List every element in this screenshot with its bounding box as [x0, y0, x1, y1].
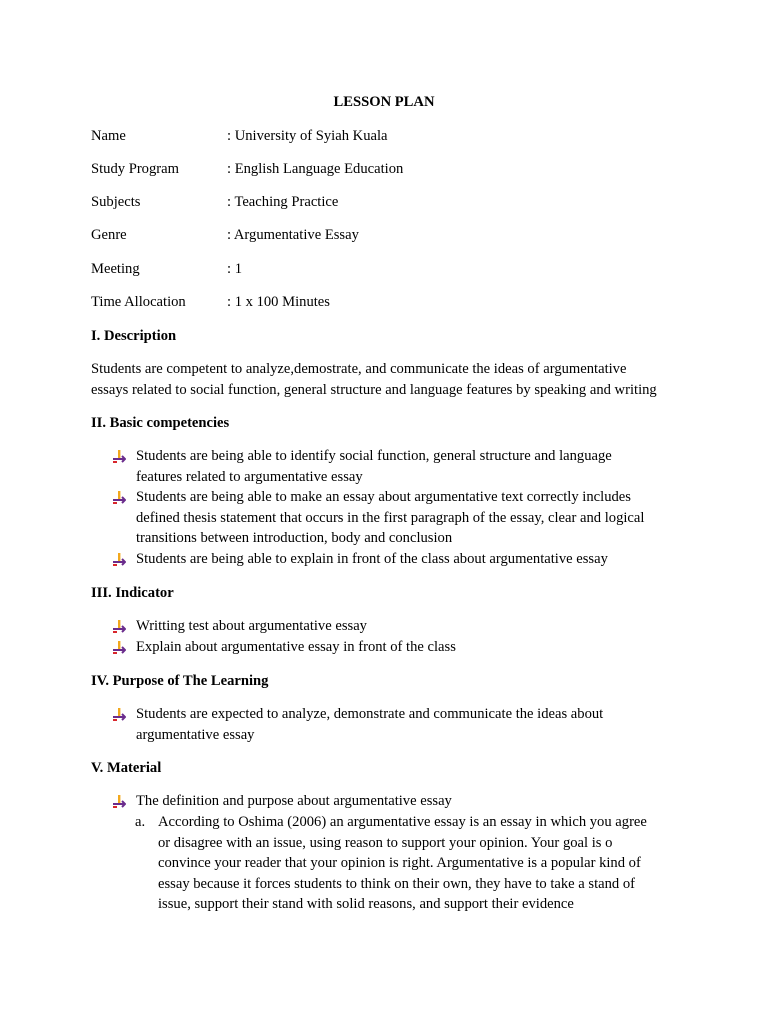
- text-line: features related to argumentative essay: [136, 468, 363, 485]
- page-title: LESSON PLAN: [333, 94, 435, 110]
- arrow-bullet-icon: [112, 620, 126, 634]
- arrow-bullet-icon: [112, 553, 126, 567]
- bullet-item: [112, 704, 603, 745]
- bullet-item: [112, 791, 452, 812]
- text-line: Students are being able to explain in front of the class about argumentative essay: [136, 551, 608, 567]
- sub-item-a: [135, 812, 647, 915]
- text-line: Students are expected to analyze, demonstrate and communicate the ideas about: [136, 706, 604, 722]
- text-line: Students are being able to identify social function, general structure and language: [136, 448, 612, 464]
- text-line: transitions between introduction, body and conclusion: [136, 530, 453, 546]
- info-value: : 1 x 100 Minutes: [227, 294, 330, 310]
- text-line: essay because it forces students to think on their own, they have to take a stand of: [158, 875, 636, 892]
- bullet-item: [112, 637, 456, 658]
- section-heading-indicator: III. Indicator: [91, 585, 174, 601]
- info-value: : Argumentative Essay: [227, 227, 359, 243]
- text-line: argumentative essay: [136, 726, 255, 743]
- arrow-bullet-icon: [112, 641, 126, 655]
- bullet-item: [112, 446, 612, 487]
- arrow-bullet-icon: [112, 491, 126, 505]
- text-line: convince your reader that your opinion is right. Argumentative is a popular kind of: [158, 855, 641, 871]
- text-line: or disagree with an issue, using reason to support your opinion. Your goal is o: [158, 834, 613, 851]
- bullet-item: [112, 616, 367, 637]
- text-line: The definition and purpose about argumentative essay: [136, 793, 452, 809]
- info-label: Time Allocation: [91, 294, 186, 310]
- section-heading-description: I. Description: [91, 328, 177, 344]
- arrow-bullet-icon: [112, 450, 126, 464]
- info-value: : Teaching Practice: [227, 194, 339, 210]
- section-heading-competencies: II. Basic competencies: [91, 415, 230, 431]
- text-line: Students are being able to make an essay about argumentative text correctly includes: [136, 489, 631, 505]
- info-label: Genre: [91, 227, 127, 243]
- text-line: issue, support their stand with solid reasons, and support their evidence: [158, 896, 574, 912]
- text-line: Writting test about argumentative essay: [136, 618, 367, 634]
- section-heading-purpose: IV. Purpose of The Learning: [91, 673, 269, 689]
- info-value: : University of Syiah Kuala: [227, 128, 388, 144]
- info-label: Meeting: [91, 261, 140, 277]
- text-line: defined thesis statement that occurs in the first paragraph of the essay, clear and logical: [136, 509, 645, 526]
- section-heading-material: V. Material: [91, 760, 162, 776]
- text-line: Students are competent to analyze,demostrate, and communicate the ideas of argumentative: [91, 361, 627, 377]
- arrow-bullet-icon: [112, 708, 126, 722]
- info-label: Subjects: [91, 194, 141, 210]
- bullet-item: [112, 549, 608, 570]
- text-line: essays related to social function, general structure and language features by speaking and writing: [91, 382, 657, 398]
- info-label: Study Program: [91, 161, 179, 177]
- bullet-item: [112, 487, 644, 549]
- description-paragraph: [91, 359, 657, 401]
- info-value: : English Language Education: [227, 161, 404, 177]
- text-line: Explain about argumentative essay in front of the class: [136, 639, 456, 655]
- info-value: : 1: [227, 261, 242, 277]
- sub-item-marker: a.: [135, 814, 146, 830]
- arrow-bullet-icon: [112, 795, 126, 809]
- text-line: According to Oshima (2006) an argumentative essay is an essay in which you agree: [158, 814, 647, 830]
- info-label: Name: [91, 128, 126, 144]
